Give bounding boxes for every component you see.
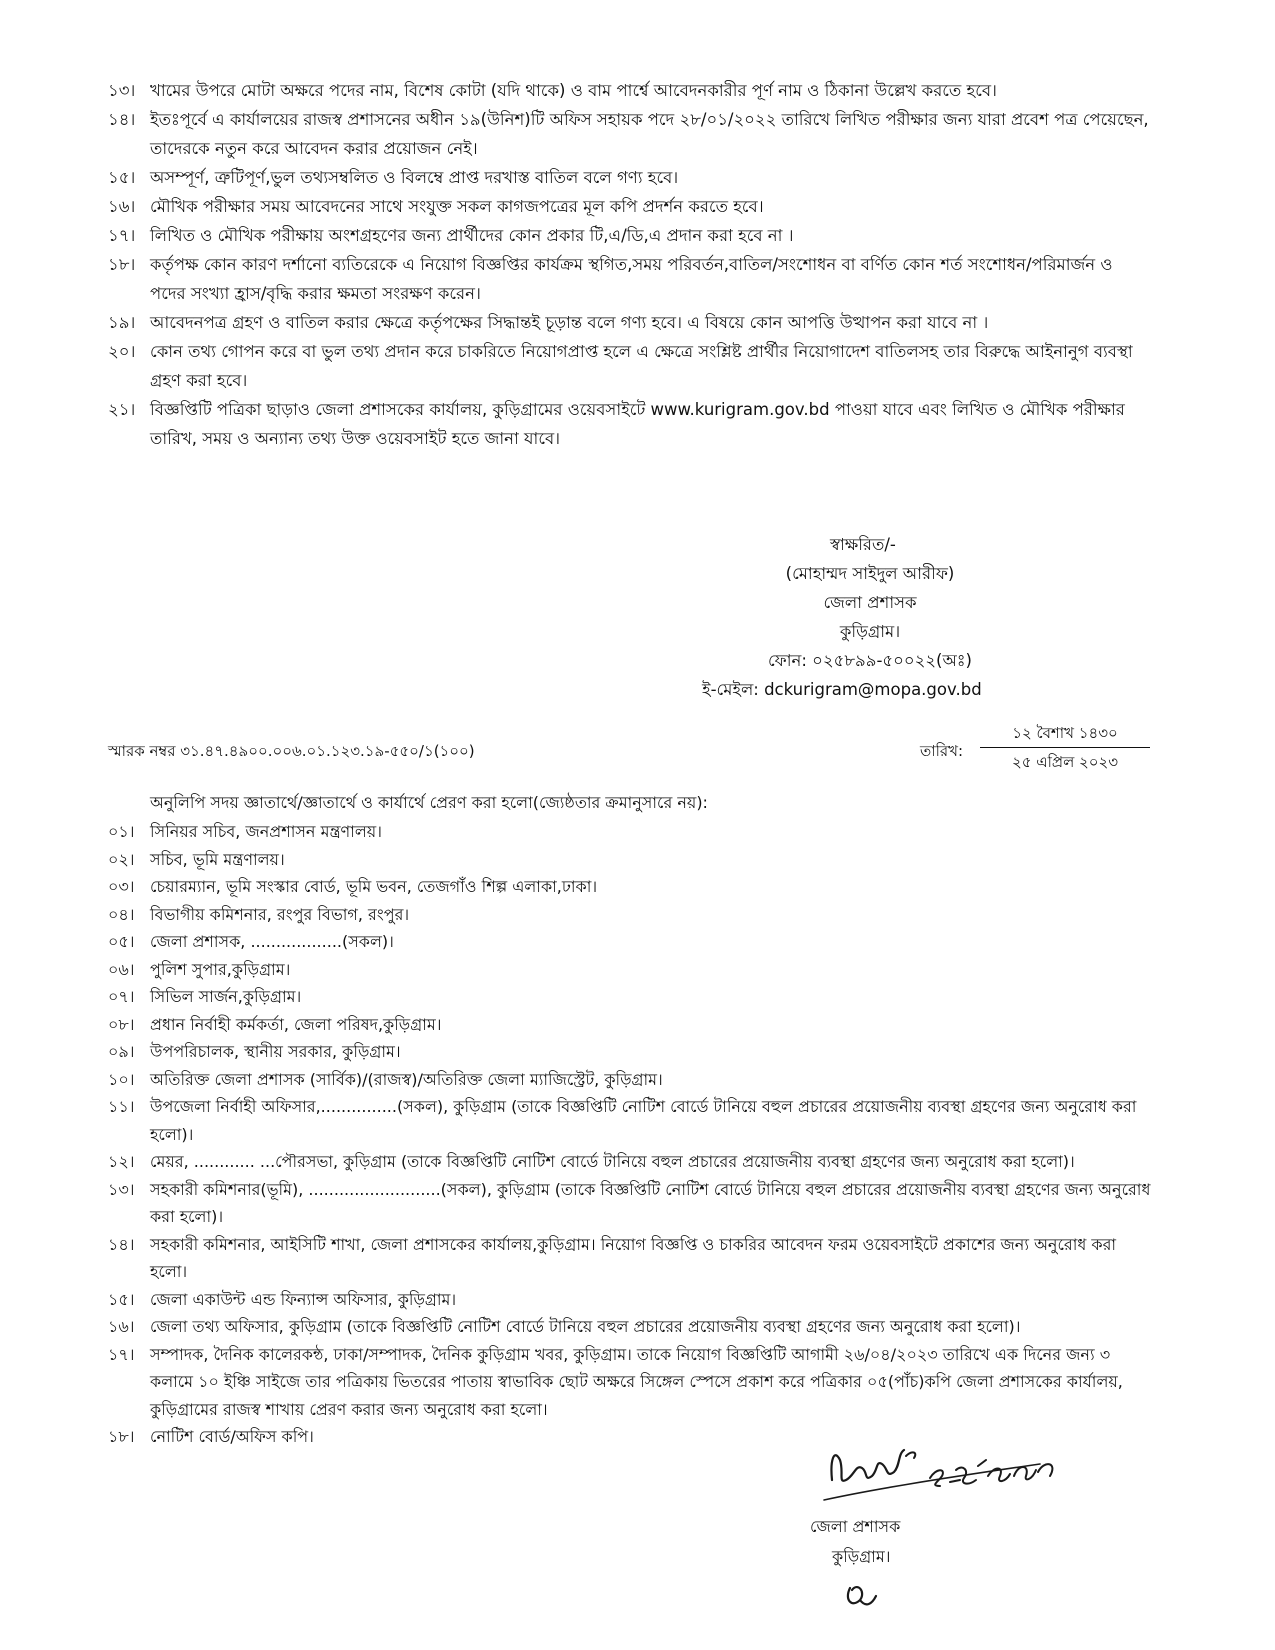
copy-recipient-item <box>108 1341 1153 1424</box>
bottom-signatory-place: কুড়িগ্রাম। <box>832 1547 891 1566</box>
term-number: ১৫। <box>108 168 136 187</box>
term-item <box>108 395 1153 453</box>
bottom-signature-block <box>810 1420 1090 1620</box>
signatory-place: কুড়িগ্রাম। <box>839 622 901 641</box>
term-item <box>108 337 1153 395</box>
copy-recipient-number: ১২। <box>108 1152 135 1171</box>
copy-recipient-item <box>108 1066 1153 1094</box>
copy-recipient-item <box>108 1011 1153 1039</box>
copy-recipient-number: ০৪। <box>108 904 135 924</box>
copy-recipient-number: ১৮। <box>108 1427 135 1446</box>
copy-recipient-item <box>108 1313 1153 1341</box>
copy-recipient-text: সহকারী কমিশনার(ভূমি), ..........................(সকল), কুড়িগ্রাম (তাকে বিজ্ঞপ্তিটি নোটিশ বোর্ডে টানিয়ে বহুল প্রচারের প্রয়োজনীয় ব্যবস্থা গ্রহণের জন্য অনুরোধ করা হলো)। <box>150 1179 1151 1226</box>
copy-recipient-number: ০২। <box>108 849 135 869</box>
copy-recipient-text: নোটিশ বোর্ড/অফিস কপি। <box>150 1427 314 1446</box>
bottom-signatory-title: জেলা প্রশাসক <box>810 1517 901 1536</box>
signature-block <box>680 530 1060 704</box>
signatory-name: (মোহাম্মদ সাইদুল আরীফ) <box>785 564 955 583</box>
copy-recipient-item <box>108 956 1153 984</box>
copy-recipient-item <box>108 928 1153 956</box>
copy-recipient-item <box>108 983 1153 1011</box>
copy-recipient-item <box>108 846 1153 874</box>
copy-recipient-item <box>108 1093 1153 1148</box>
term-text: আবেদনপত্র গ্রহণ ও বাতিল করার ক্ষেত্রে কর্তৃপক্ষের সিদ্ধান্তই চূড়ান্ত বলে গণ্য হবে। এ বিষয়ে কোন আপত্তি উত্থাপন করা যাবে না । <box>150 313 989 332</box>
copy-recipient-number: ০৬। <box>108 959 135 979</box>
copy-recipient-item <box>108 1148 1153 1176</box>
term-number: ১৭। <box>108 226 136 245</box>
copy-recipient-number: ০৯। <box>108 1042 135 1061</box>
copy-recipient-item <box>108 873 1153 901</box>
copy-recipient-text: পুলিশ সুপার,কুড়িগ্রাম। <box>150 959 291 979</box>
copies-list <box>108 818 1153 1451</box>
copy-recipient-number: ১৫। <box>108 1289 135 1309</box>
copy-recipient-text: জেলা প্রশাসক, ..................(সকল)। <box>150 932 394 951</box>
copy-recipient-text: সম্পাদক, দৈনিক কালেরকন্ঠ, ঢাকা/সম্পাদক, দৈনিক কুড়িগ্রাম খবর, কুড়িগ্রাম। তাকে নিয়োগ বিজ্ঞপ্তিটি আগামী ২৬/০৪/২০২৩ তারিখে এক দিনের জন্য ৩ কলামে ১০ ইঞ্চি সাইজে তার পত্রিকায় ভিতরের পাতায় স্বাভাবিক ছোট অক্ষরে সিঙ্গেল স্পেসে প্রকাশ করে পত্রিকার ০৫(পাঁচ)কপি জেলা প্রশাসকের কার্যালয়, কুড়িগ্রামের রাজস্ব শাখায় প্রেরণ করার জন্য অনুরোধ করা হলো। <box>150 1344 1123 1419</box>
copies-intro: অনুলিপি সদয় জ্ঞাতার্থে/জ্ঞাতার্থে ও কার্যার্থে প্রেরণ করা হলো(জ্যেষ্ঠতার ক্রমানুসারে নয়): <box>150 793 708 812</box>
term-text: খামের উপরে মোটা অক্ষরে পদের নাম, বিশেষ কোটা (যদি থাকে) ও বাম পার্শ্বে আবেদনকারীর পূর্ণ নাম ও ঠিকানা উল্লেখ করতে হবে। <box>150 81 997 100</box>
copy-recipient-item <box>108 818 1153 846</box>
term-text: ইতঃপূর্বে এ কার্যালয়ের রাজস্ব প্রশাসনের অধীন ১৯(উনিশ)টি অফিস সহায়ক পদে ২৮/০১/২০২২ তারিখে লিখিত পরীক্ষার জন্য যারা প্রবেশ পত্র পেয়েছেন, তাদেরকে নতুন করে আবেদন করার প্রয়োজন নেই। <box>150 110 1149 158</box>
copy-recipient-number: ১৪। <box>108 1234 135 1254</box>
copy-recipient-text: উপপরিচালক, স্থানীয় সরকার, কুড়িগ্রাম। <box>150 1042 401 1061</box>
term-item <box>108 308 1153 337</box>
memo-reference: স্মারক নম্বর ৩১.৪৭.৪৯০০.০০৬.০১.১২৩.১৯-৫৫০/১(১০০) <box>108 742 475 760</box>
copy-recipient-number: ০৭। <box>108 987 135 1006</box>
date-gregorian: ২৫ এপ্রিল ২০২৩ <box>1011 753 1119 771</box>
copy-recipient-text: সহকারী কমিশনার, আইসিটি শাখা, জেলা প্রশাসকের কার্যালয়,কুড়িগ্রাম। নিয়োগ বিজ্ঞপ্তি ও চাকরির আবেদন ফরম ওয়েবসাইটে প্রকাশের জন্য অনুরোধ করা হলো। <box>150 1234 1117 1281</box>
signatory-title: জেলা প্রশাসক <box>823 593 917 612</box>
signatory-email: ই-মেইল: dckurigram@mopa.gov.bd <box>702 680 982 699</box>
copy-recipient-text: সিভিল সার্জন,কুড়িগ্রাম। <box>150 987 302 1006</box>
term-number: ২১। <box>108 400 136 419</box>
date-label: তারিখ: <box>920 742 964 760</box>
term-item <box>108 221 1153 250</box>
copy-recipient-number: ১৬। <box>108 1317 135 1336</box>
term-number: ২০। <box>108 342 136 361</box>
term-text: বিজ্ঞপ্তিটি পত্রিকা ছাড়াও জেলা প্রশাসকের কার্যালয়, কুড়িগ্রামের ওয়েবসাইটে www.kurigram.gov.bd পাওয়া যাবে এবং লিখিত ও মৌখিক পরীক্ষার তারিখ, সময় ও অন্যান্য তথ্য উক্ত ওয়েবসাইট হতে জানা যাবে। <box>150 400 1125 448</box>
signatory-phone: ফোন: ০২৫৮৯৯-৫০০২২(অঃ) <box>767 651 972 670</box>
copy-recipient-number: ০১। <box>108 822 135 841</box>
copy-recipient-text: প্রধান নির্বাহী কর্মকর্তা, জেলা পরিষদ,কুড়িগ্রাম। <box>150 1014 442 1034</box>
date-fraction <box>980 722 1150 773</box>
terms-list <box>108 76 1153 453</box>
term-item <box>108 105 1153 163</box>
copy-recipient-number: ১০। <box>108 1069 135 1089</box>
term-number: ১৬। <box>108 197 136 216</box>
copy-recipient-text: বিভাগীয় কমিশনার, রংপুর বিভাগ, রংপুর। <box>150 904 410 924</box>
term-item <box>108 192 1153 221</box>
copy-recipient-text: জেলা তথ্য অফিসার, কুড়িগ্রাম (তাকে বিজ্ঞপ্তিটি নোটিশ বোর্ডে টানিয়ে বহুল প্রচারের প্রয়োজনীয় ব্যবস্থা গ্রহণের জন্য অনুরোধ করা হলো)। <box>150 1317 1021 1336</box>
copy-recipient-number: ০৫। <box>108 932 135 951</box>
copy-recipient-text: উপজেলা নির্বাহী অফিসার,...............(সকল), কুড়িগ্রাম (তাকে বিজ্ঞপ্তিটি নোটিশ বোর্ডে টানিয়ে বহুল প্রচারের প্রয়োজনীয় ব্যবস্থা গ্রহণের জন্য অনুরোধ করা হলো)। <box>150 1097 1137 1144</box>
copy-recipient-number: ০৩। <box>108 877 135 896</box>
copy-recipient-item <box>108 1231 1153 1286</box>
term-text: কর্তৃপক্ষ কোন কারণ দর্শানো ব্যতিরেকে এ নিয়োগ বিজ্ঞপ্তির কার্যক্রম স্থগিত,সময় পরিবর্তন,বাতিল/সংশোধন বা বর্ণিত কোন শর্ত সংশোধন/পরিমার্জন ও পদের সংখ্যা হ্রাস/বৃদ্ধি করার ক্ষমতা সংরক্ষণ করেন। <box>150 255 1113 303</box>
term-item <box>108 76 1153 105</box>
copy-recipient-item <box>108 1286 1153 1314</box>
copy-recipient-item <box>108 901 1153 929</box>
copy-recipient-item <box>108 1176 1153 1231</box>
copy-recipient-text: চেয়ারম্যান, ভূমি সংস্কার বোর্ড, ভূমি ভবন, তেজগাঁও শিল্প এলাকা,ঢাকা। <box>150 877 598 896</box>
copy-recipient-text: জেলা একাউন্ট এন্ড ফিন্যান্স অফিসার, কুড়িগ্রাম। <box>150 1289 457 1309</box>
copy-recipient-item <box>108 1038 1153 1066</box>
term-item <box>108 163 1153 192</box>
signed-note: স্বাক্ষরিত/- <box>830 535 896 554</box>
term-item <box>108 250 1153 308</box>
copy-recipient-text: সচিব, ভূমি মন্ত্রণালয়। <box>150 849 285 869</box>
copy-recipient-number: ১৭। <box>108 1344 135 1364</box>
term-text: লিখিত ও মৌখিক পরীক্ষায় অংশগ্রহণের জন্য প্রার্থীদের কোন প্রকার টি,এ/ডি,এ প্রদান করা হবে না । <box>150 226 794 245</box>
copy-recipient-number: ১৩। <box>108 1179 135 1199</box>
term-number: ১৩। <box>108 81 136 100</box>
date-bangla: ১২ বৈশাখ ১৪৩০ <box>980 722 1150 748</box>
copy-recipient-number: ১১। <box>108 1097 135 1116</box>
copy-recipient-text: মেয়র, ............ ...পৌরসভা, কুড়িগ্রাম (তাকে বিজ্ঞপ্তিটি নোটিশ বোর্ডে টানিয়ে বহুল প্রচারের প্রয়োজনীয় ব্যবস্থা গ্রহণের জন্য অনুরোধ করা হলো)। <box>150 1152 1075 1171</box>
term-number: ১৮। <box>108 255 136 274</box>
copy-recipient-text: অতিরিক্ত জেলা প্রশাসক (সার্বিক)/(রাজস্ব)/অতিরিক্ত জেলা ম্যাজিস্ট্রেট, কুড়িগ্রাম। <box>150 1069 663 1089</box>
copy-recipient-number: ০৮। <box>108 1014 135 1034</box>
copy-recipient-text: সিনিয়র সচিব, জনপ্রশাসন মন্ত্রণালয়। <box>150 822 382 841</box>
term-number: ১৯। <box>108 313 136 332</box>
term-text: কোন তথ্য গোপন করে বা ভুল তথ্য প্রদান করে চাকরিতে নিয়োগপ্রাপ্ত হলে এ ক্ষেত্রে সংশ্লিষ্ট প্রার্থীর নিয়োগাদেশ বাতিলসহ তার বিরুদ্ধে আইনানুগ ব্যবস্থা গ্রহণ করা হবে। <box>150 342 1133 390</box>
term-text: অসম্পূর্ণ, ত্রুটিপূর্ণ,ভুল তথ্যসম্বলিত ও বিলম্বে প্রাপ্ত দরখাস্ত বাতিল বলে গণ্য হবে। <box>150 168 679 187</box>
term-number: ১৪। <box>108 110 136 129</box>
term-text: মৌখিক পরীক্ষার সময় আবেদনের সাথে সংযুক্ত সকল কাগজপত্রের মূল কপি প্রদর্শন করতে হবে। <box>150 197 764 216</box>
